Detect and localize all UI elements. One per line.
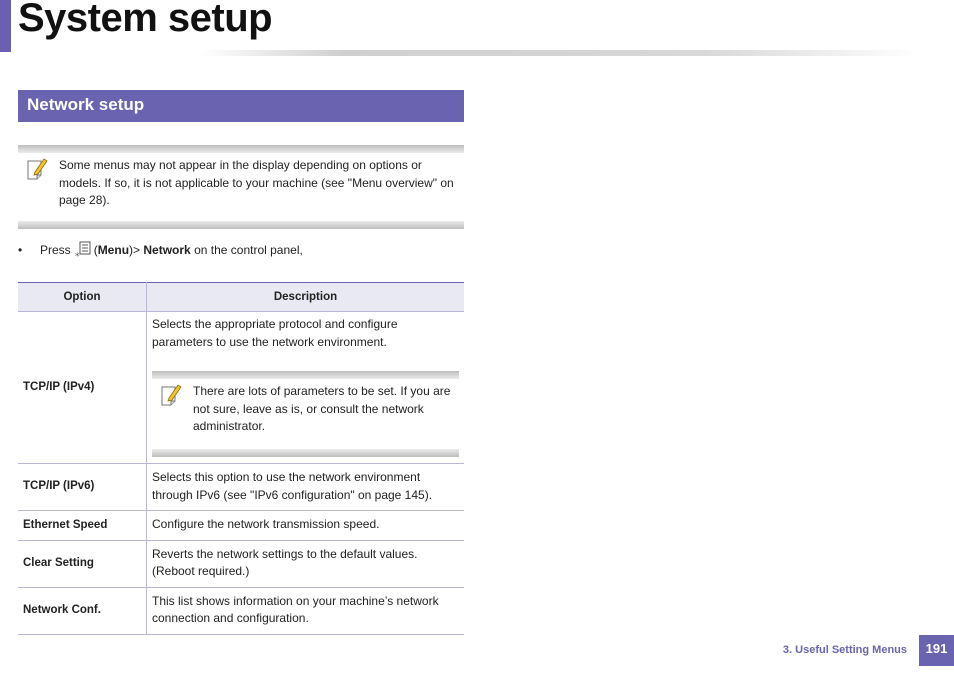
option-description: Selects this option to use the network environment through IPv6 (see "IPv6 configuration" on page 145). [147, 464, 465, 511]
table-row [18, 587, 464, 634]
inner-note-bottom-border [152, 449, 459, 457]
table-row [18, 511, 464, 541]
table-row [18, 312, 464, 464]
left-accent-bar [0, 0, 11, 52]
options-table [18, 282, 464, 635]
press-text: Press [40, 243, 71, 257]
option-name: Network Conf. [18, 587, 147, 634]
page-title: System setup [18, 0, 273, 40]
svg-text:*: * [74, 252, 80, 259]
page-number: 191 [919, 635, 954, 666]
option-description: Reverts the network settings to the default values. (Reboot required.) [147, 540, 465, 587]
section-header [18, 90, 464, 122]
inner-note-box [152, 371, 459, 457]
table-row [18, 540, 464, 587]
network-label: Network [143, 243, 191, 257]
note-box [18, 145, 464, 229]
title-rule [200, 50, 920, 56]
bullet: • [18, 243, 23, 257]
option-description: This list shows information on your machine’s network connection and configuration. [147, 587, 465, 634]
option-name: TCP/IP (IPv6) [18, 464, 147, 511]
menu-button-icon [75, 241, 92, 259]
inner-note-text: There are lots of parameters to be set. If you are not sure, leave as is, or consult the network administrator. [193, 384, 451, 433]
instruction-line [18, 241, 303, 259]
header-option: Option [18, 283, 147, 312]
table-header-row [18, 283, 464, 312]
table-row [18, 464, 464, 511]
note-box-bottom-border [18, 221, 464, 229]
inner-note-top-border [152, 371, 459, 379]
header-description: Description [147, 283, 465, 312]
option-name: TCP/IP (IPv4) [18, 312, 147, 464]
menu-open-paren: ( [93, 243, 98, 257]
menu-close: )> [129, 243, 141, 257]
note-box-top-border [18, 145, 464, 153]
option-description: Configure the network transmission speed. [147, 511, 465, 541]
note-pencil-icon [160, 383, 182, 407]
option-description [147, 312, 465, 464]
footer-chapter-link[interactable]: 3. Useful Setting Menus [782, 644, 907, 656]
note-pencil-icon [26, 157, 48, 181]
option-name: Clear Setting [18, 540, 147, 587]
note-text: Some menus may not appear in the display depending on options or models. If so, it is not applicable to your machine (see "Menu overview" on page 28). [59, 158, 454, 207]
instruction-suffix: on the control panel, [194, 243, 303, 257]
menu-label: Menu [97, 243, 130, 257]
section-title: Network setup [27, 95, 145, 114]
description-text: Selects the appropriate protocol and configure parameters to use the network environment. [152, 317, 398, 349]
option-name: Ethernet Speed [18, 511, 147, 541]
